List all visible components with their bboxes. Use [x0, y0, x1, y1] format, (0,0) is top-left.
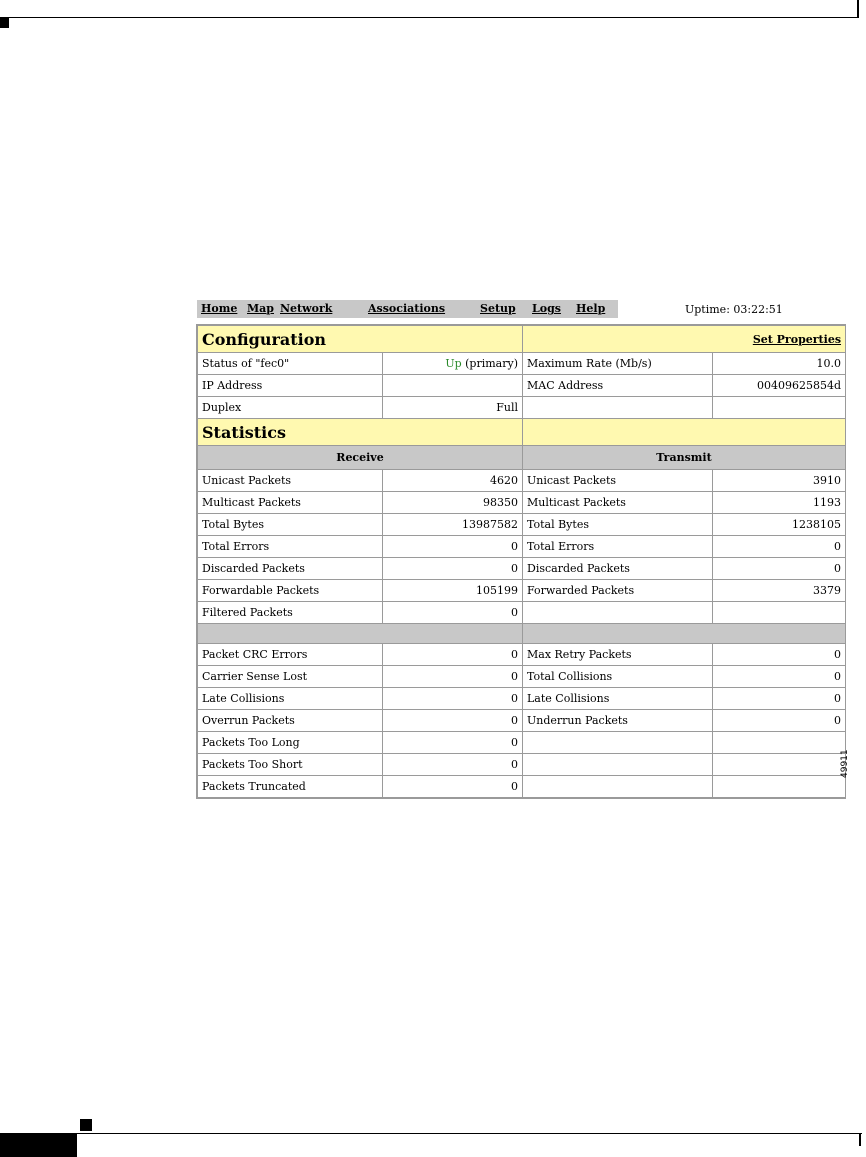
rx-value: 13987582 [383, 514, 523, 536]
config-value [713, 397, 846, 419]
figure-number: 49911 [840, 749, 850, 778]
rx-label: Discarded Packets [198, 558, 383, 580]
config-value: 00409625854d [713, 375, 846, 397]
tx-label: Unicast Packets [523, 470, 713, 492]
tx-label: Forwarded Packets [523, 580, 713, 602]
table-row [198, 492, 846, 514]
nav-setup-link[interactable]: Setup [476, 300, 528, 318]
page-top-rule [0, 17, 858, 18]
statistics-header-row [198, 419, 846, 446]
tx-label: Underrun Packets [523, 710, 713, 732]
config-row [198, 375, 846, 397]
status-extra-text: (primary) [465, 357, 518, 370]
interface-status-panel [196, 324, 846, 799]
page-top-corner-mark [857, 0, 859, 18]
rx-label: Packets Truncated [198, 776, 383, 798]
tx-value: 1238105 [713, 514, 846, 536]
tx-label: Max Retry Packets [523, 644, 713, 666]
tx-value: 0 [713, 558, 846, 580]
tx-value [713, 754, 846, 776]
page-top-marker [0, 18, 9, 28]
transmit-header: Transmit [523, 446, 846, 470]
tx-value: 0 [713, 536, 846, 558]
rx-value: 98350 [383, 492, 523, 514]
tx-label: Total Collisions [523, 666, 713, 688]
nav-map-link[interactable]: Map [243, 300, 276, 318]
configuration-title: Configuration [202, 329, 327, 349]
rx-value: 4620 [383, 470, 523, 492]
rx-label: Unicast Packets [198, 470, 383, 492]
rx-value: 0 [383, 602, 523, 624]
rx-value: 0 [383, 644, 523, 666]
error-stats-body [198, 644, 846, 798]
rx-label: Multicast Packets [198, 492, 383, 514]
config-row [198, 397, 846, 419]
tx-label: Discarded Packets [523, 558, 713, 580]
rx-value: 0 [383, 558, 523, 580]
tx-value: 0 [713, 644, 846, 666]
config-label: MAC Address [523, 375, 713, 397]
rx-label: Forwardable Packets [198, 580, 383, 602]
rx-value: 0 [383, 710, 523, 732]
rx-label: Packets Too Long [198, 732, 383, 754]
page-bottom-rule [0, 1133, 862, 1134]
config-label: Status of "fec0" [198, 353, 383, 375]
rx-value: 0 [383, 754, 523, 776]
nav-home-link[interactable]: Home [197, 300, 243, 318]
table-row [198, 580, 846, 602]
uptime-text: Uptime: 03:22:51 [685, 303, 783, 316]
config-label [523, 397, 713, 419]
tx-value [713, 776, 846, 798]
nav-network-link[interactable]: Network [276, 300, 364, 318]
table-row [198, 776, 846, 798]
stats-body [198, 470, 846, 624]
rx-label: Packet CRC Errors [198, 644, 383, 666]
tx-label [523, 776, 713, 798]
table-row [198, 470, 846, 492]
tx-label: Multicast Packets [523, 492, 713, 514]
stats-column-header-row [198, 446, 846, 470]
table-row [198, 732, 846, 754]
rx-value: 0 [383, 688, 523, 710]
table-row [198, 558, 846, 580]
tx-label [523, 754, 713, 776]
tx-label: Total Bytes [523, 514, 713, 536]
status-table [197, 325, 846, 798]
nav-bar [197, 300, 618, 319]
tx-value: 3910 [713, 470, 846, 492]
rx-value: 0 [383, 536, 523, 558]
table-row [198, 688, 846, 710]
table-row [198, 710, 846, 732]
rx-label: Packets Too Short [198, 754, 383, 776]
tx-label [523, 602, 713, 624]
rx-value: 0 [383, 732, 523, 754]
configuration-header-row [198, 326, 846, 353]
tx-value: 1193 [713, 492, 846, 514]
tx-label: Total Errors [523, 536, 713, 558]
config-row [198, 353, 846, 375]
table-row [198, 602, 846, 624]
rx-value: 0 [383, 666, 523, 688]
rx-label: Filtered Packets [198, 602, 383, 624]
config-value [383, 353, 523, 375]
config-label: Maximum Rate (Mb/s) [523, 353, 713, 375]
nav-associations-link[interactable]: Associations [364, 300, 476, 318]
statistics-title: Statistics [202, 422, 287, 442]
rx-label: Overrun Packets [198, 710, 383, 732]
rx-label: Late Collisions [198, 688, 383, 710]
nav-help-link[interactable]: Help [572, 300, 618, 318]
tx-value [713, 732, 846, 754]
page-footer-marker [80, 1119, 92, 1131]
tx-value: 0 [713, 666, 846, 688]
tx-value: 3379 [713, 580, 846, 602]
ip-address-value [383, 375, 523, 397]
nav-logs-link[interactable]: Logs [528, 300, 572, 318]
config-value: 10.0 [713, 353, 846, 375]
rx-label: Total Errors [198, 536, 383, 558]
page-bottom-corner-mark [859, 1133, 861, 1146]
receive-header: Receive [198, 446, 523, 470]
page-footer-bar [0, 1133, 77, 1157]
table-row [198, 754, 846, 776]
rx-value: 105199 [383, 580, 523, 602]
table-row [198, 666, 846, 688]
table-row [198, 644, 846, 666]
tx-label [523, 732, 713, 754]
set-properties-link[interactable]: Set Properties [752, 332, 842, 346]
table-row [198, 514, 846, 536]
rx-value: 0 [383, 776, 523, 798]
stats-divider-row [198, 624, 846, 644]
config-value: Full [383, 397, 523, 419]
config-label: Duplex [198, 397, 383, 419]
rx-label: Carrier Sense Lost [198, 666, 383, 688]
tx-value: 0 [713, 710, 846, 732]
status-up-text: Up [445, 357, 462, 370]
table-row [198, 536, 846, 558]
rx-label: Total Bytes [198, 514, 383, 536]
config-label: IP Address [198, 375, 383, 397]
tx-value [713, 602, 846, 624]
tx-value: 0 [713, 688, 846, 710]
tx-label: Late Collisions [523, 688, 713, 710]
